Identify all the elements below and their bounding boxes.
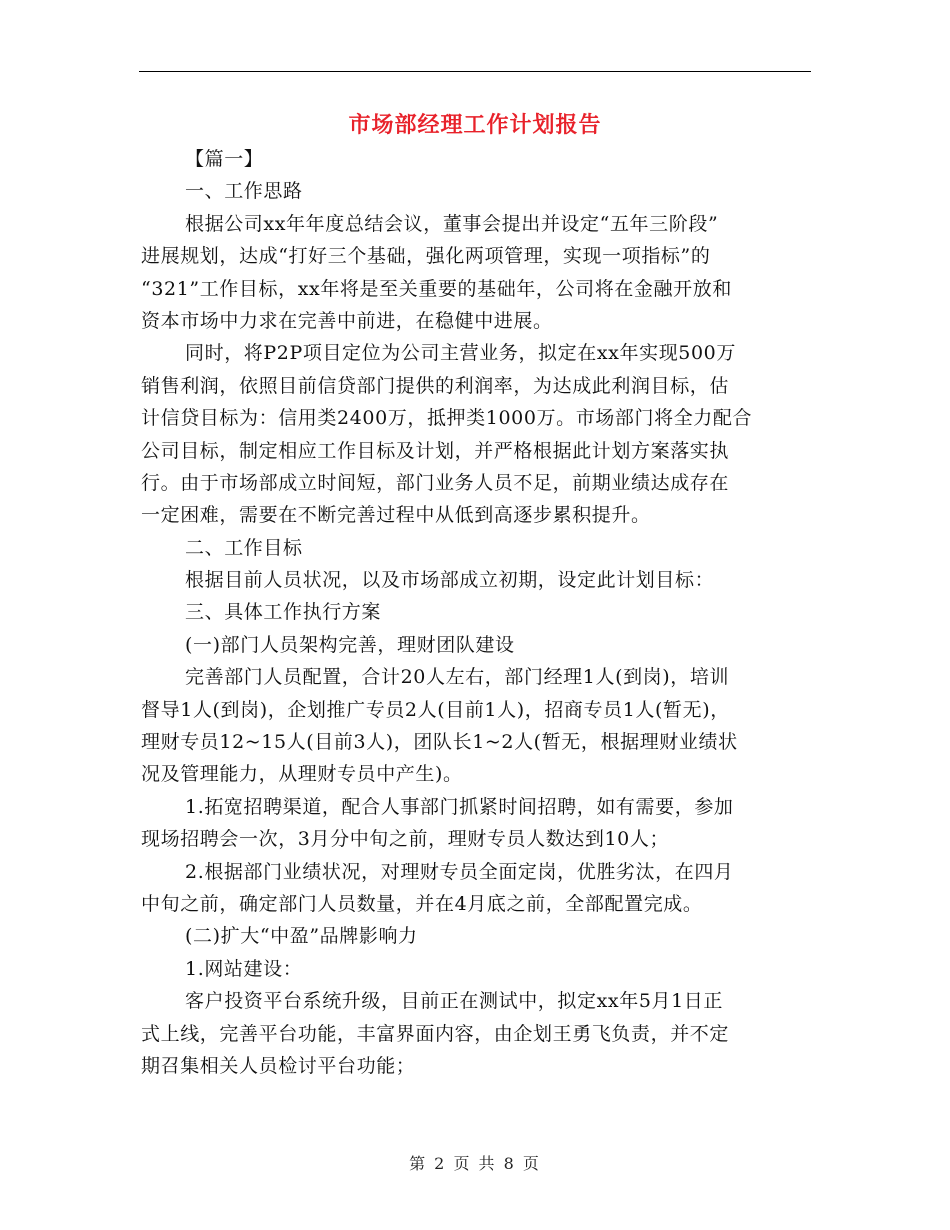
- text-line: 督导1人(到岗)，企划推广专员2人(目前1人)，招商专员1人(暂无)，: [141, 698, 730, 721]
- document-body: [141, 143, 813, 1082]
- text-line: 销售利润，依照目前信贷部门提供的利润率，为达成此利润目标，估: [141, 374, 730, 397]
- text-line: 1.网站建设：: [185, 957, 303, 980]
- text-line: 中旬之前，确定部门人员数量，并在4月底之前，全部配置完成。: [141, 892, 703, 915]
- text-line: 根据公司xx年年度总结会议，董事会提出并设定“五年三阶段”: [185, 212, 719, 235]
- text-line: 现场招聘会一次，3月分中旬之前，理财专员人数达到10人；: [141, 828, 670, 851]
- text-line: 公司目标，制定相应工作目标及计划，并严格根据此计划方案落实执: [141, 439, 730, 462]
- text-line: 一、工作思路: [185, 180, 303, 203]
- text-line: 况及管理能力，从理财专员中产生)。: [141, 763, 463, 786]
- text-line: “321”工作目标，xx年将是至关重要的基础年，公司将在金融开放和: [141, 277, 732, 300]
- text-line: 理财专员12~15人(目前3人)，团队长1~2人(暂无，根据理财业绩状: [141, 731, 738, 754]
- text-line: 一定困难，需要在不断完善过程中从低到高逐步累积提升。: [141, 504, 651, 527]
- text-line: 计信贷目标为：信用类2400万，抵押类1000万。市场部门将全力配合: [141, 407, 753, 430]
- page-footer: 第 2 页 共 8 页: [409, 1154, 541, 1173]
- text-line: 三、具体工作执行方案: [185, 601, 382, 624]
- text-line: 【篇一】: [185, 148, 264, 170]
- text-line: (二)扩大“中盈”品牌影响力: [185, 925, 418, 948]
- text-line: 1.拓宽招聘渠道，配合人事部门抓紧时间招聘，如有需要，参加: [185, 795, 734, 818]
- text-line: 完善部门人员配置，合计20人左右，部门经理1人(到岗)，培训: [185, 666, 730, 689]
- text-line: 二、工作目标: [185, 536, 303, 559]
- text-line: 进展规划，达成“打好三个基础，强化两项管理，实现一项指标”的: [141, 245, 711, 268]
- text-line: (一)部门人员架构完善，理财团队建设: [185, 633, 515, 656]
- text-line: 客户投资平台系统升级，目前正在测试中，拟定xx年5月1日正: [185, 990, 724, 1013]
- document-title: 市场部经理工作计划报告: [348, 112, 602, 138]
- text-line: 根据目前人员状况，以及市场部成立初期，设定此计划目标：: [185, 569, 715, 592]
- text-line: 期召集相关人员检讨平台功能；: [141, 1054, 416, 1077]
- text-line: 行。由于市场部成立时间短，部门业务人员不足，前期业绩达成存在: [141, 471, 730, 494]
- text-line: 式上线，完善平台功能，丰富界面内容，由企划王勇飞负责，并不定: [141, 1022, 730, 1045]
- header-rule: [139, 71, 811, 72]
- text-line: 2.根据部门业绩状况，对理财专员全面定岗，优胜劣汰，在四月: [185, 860, 734, 883]
- text-line: 同时，将P2P项目定位为公司主营业务，拟定在xx年实现500万: [185, 342, 736, 365]
- text-line: 资本市场中力求在完善中前进，在稳健中进展。: [141, 309, 553, 332]
